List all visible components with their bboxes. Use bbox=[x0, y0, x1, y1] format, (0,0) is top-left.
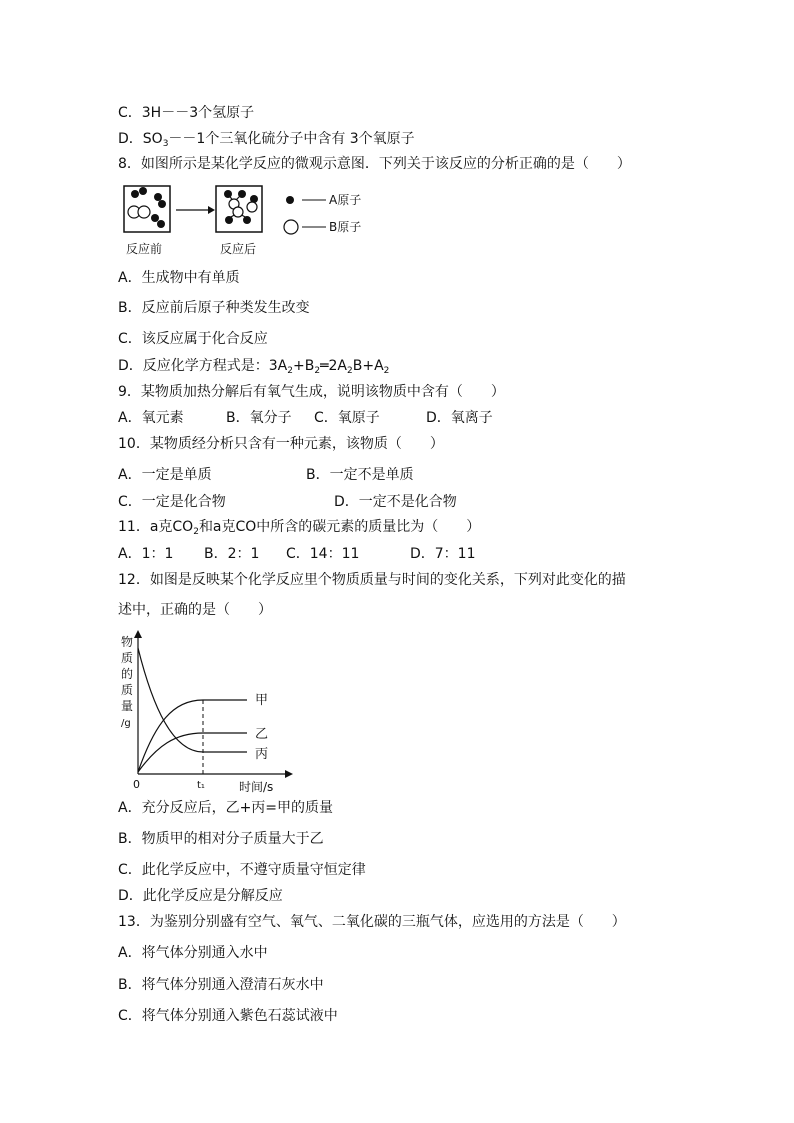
q13-option-b: B．将气体分别通入澄清石灰水中 bbox=[118, 977, 324, 993]
q10-options-row1 bbox=[118, 465, 414, 485]
y-axis-label-char: 量 bbox=[121, 699, 134, 713]
q12-option-a: A．充分反应后，乙+丙=甲的质量 bbox=[118, 800, 334, 816]
legend-a-atom: A原子 bbox=[329, 193, 362, 207]
y-axis-label-char: 质 bbox=[121, 683, 134, 697]
label-after: 反应后 bbox=[220, 242, 257, 256]
q11-option-d: D．7：11 bbox=[410, 546, 476, 562]
series-label-bing: 丙 bbox=[255, 747, 269, 762]
q11-options bbox=[118, 544, 476, 564]
b-atom-legend-icon bbox=[284, 220, 298, 234]
q12-option-c: C．此化学反应中，不遵守质量守恒定律 bbox=[118, 862, 366, 878]
q10-stem: 10．某物质经分析只含有一种元素，该物质（ ） bbox=[118, 436, 444, 452]
legend-b-atom: B原子 bbox=[329, 220, 362, 234]
q9-options bbox=[118, 408, 493, 428]
y-axis-label-char: 的 bbox=[121, 667, 134, 681]
series-label-yi: 乙 bbox=[255, 727, 269, 742]
y-axis-label-char: /g bbox=[121, 718, 131, 729]
q10-option-d: D．一定不是化合物 bbox=[334, 494, 457, 510]
q12-stem-line1: 12．如图是反映某个化学反应里个物质质量与时间的变化关系，下列对此变化的描 bbox=[118, 572, 626, 588]
q13-option-a: A．将气体分别通入水中 bbox=[118, 945, 268, 961]
q8-option-a: A．生成物中有单质 bbox=[118, 270, 240, 286]
q8-option-b: B．反应前后原子种类发生改变 bbox=[118, 300, 310, 316]
q13-option-c: C．将气体分别通入紫色石蕊试液中 bbox=[118, 1008, 338, 1024]
q10-option-b: B．一定不是单质 bbox=[306, 467, 414, 483]
q7-option-c: C．3H－－3个氢原子 bbox=[118, 105, 255, 121]
q12-stem-line2: 述中，正确的是（ ） bbox=[118, 602, 272, 618]
q9-option-a: A．氧元素 bbox=[118, 410, 184, 426]
q9-option-c: C．氧原子 bbox=[314, 410, 380, 426]
q7-option-d: D．$SO_3--1$个三氧化硫分子中含有 3个氧原子 bbox=[118, 131, 415, 149]
q9-option-b: B．氧分子 bbox=[226, 410, 292, 426]
q10-options-row2 bbox=[118, 492, 457, 512]
y-axis-label-char: 物 bbox=[121, 635, 134, 649]
q13-stem: 13．为鉴别分别盛有空气、氧气、二氧化碳的三瓶气体，应选用的方法是（ ） bbox=[118, 914, 626, 930]
q12-option-b: B．物质甲的相对分子质量大于乙 bbox=[118, 831, 324, 847]
q9-stem: 9．某物质加热分解后有氧气生成，说明该物质中含有（ ） bbox=[118, 384, 505, 400]
q8-option-d: D．反应化学方程式是：$3A_2+B_2═2A_2B+A_2$ bbox=[118, 358, 390, 376]
q10-option-a: A．一定是单质 bbox=[118, 467, 212, 483]
t1-label: t₁ bbox=[197, 780, 205, 791]
q9-option-d: D．氧离子 bbox=[426, 410, 493, 426]
q12-mass-time-graph bbox=[115, 628, 300, 800]
q11-stem: 11．a克$CO_2$和a克CO中所含的碳元素的质量比为（ ） bbox=[118, 519, 481, 537]
q11-option-a: A．1：1 bbox=[118, 546, 174, 562]
q12-option-d: D．此化学反应是分解反应 bbox=[118, 888, 283, 904]
q8-reaction-figure bbox=[118, 180, 386, 262]
a-atom-legend-icon bbox=[286, 196, 294, 204]
series-label-jia: 甲 bbox=[255, 693, 269, 708]
x-axis-label: 时间/s bbox=[239, 780, 274, 794]
q8-stem: 8．如图所示是某化学反应的微观示意图．下列关于该反应的分析正确的是（ ） bbox=[118, 156, 631, 172]
origin-label: 0 bbox=[133, 778, 140, 791]
series-jia-curve bbox=[138, 700, 247, 772]
q11-option-c: C．14：11 bbox=[286, 546, 360, 562]
q11-option-b: B．2：1 bbox=[204, 546, 260, 562]
q10-option-c: C．一定是化合物 bbox=[118, 494, 226, 510]
q8-option-c: C．该反应属于化合反应 bbox=[118, 331, 268, 347]
y-axis-label-char: 质 bbox=[121, 651, 134, 665]
label-before: 反应前 bbox=[126, 242, 163, 256]
